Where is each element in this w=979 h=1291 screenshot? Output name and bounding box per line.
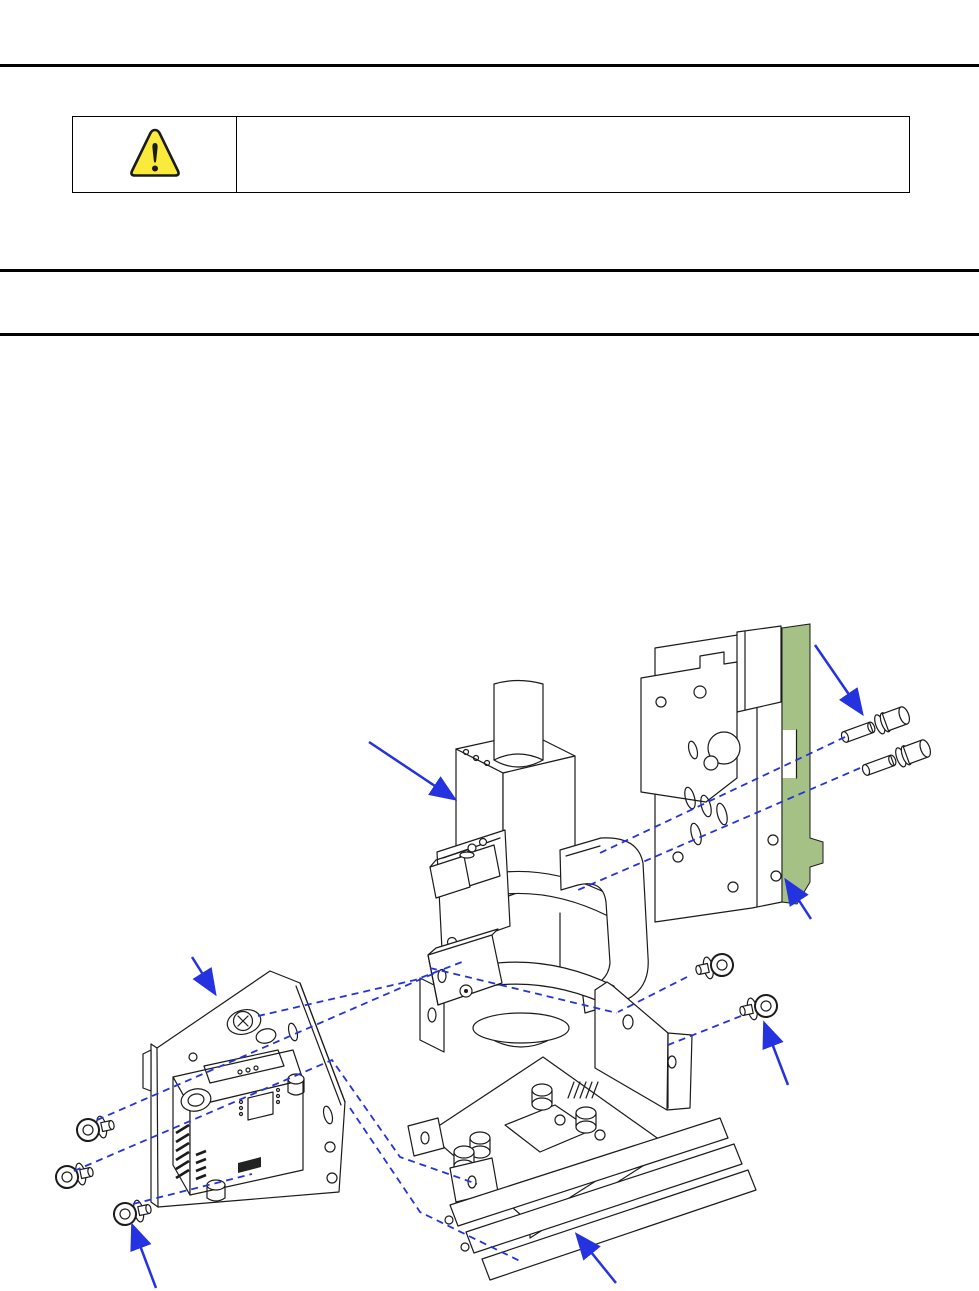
- section-rule-bottom: [0, 333, 979, 336]
- arrow-to-camera: [369, 742, 453, 798]
- caution-box: [72, 116, 910, 193]
- right-bracket-screws: [694, 952, 779, 1022]
- arrow-to-left-bracket: [192, 957, 214, 992]
- base-unit-with-isolator-stack: [408, 982, 756, 1280]
- exploded-assembly-figure: [0, 620, 979, 1291]
- left-socket-head-screws: [54, 1114, 153, 1227]
- mounting-bolts-and-spacers: [839, 705, 933, 781]
- arrow-to-bolts: [815, 645, 861, 712]
- rear-mounting-plate-highlighted-edge: [641, 624, 823, 922]
- warning-triangle-icon: [128, 126, 182, 184]
- exploded-assembly-diagram: [0, 620, 979, 1291]
- arrow-to-left-screw: [133, 1227, 156, 1288]
- arrow-to-right-screw: [765, 1025, 788, 1085]
- caution-icon-cell: [73, 117, 237, 192]
- section-rule-top: [0, 269, 979, 272]
- header-rule: [0, 64, 979, 67]
- left-bracket-with-sensor-module: [143, 971, 345, 1207]
- caution-text: [237, 117, 909, 192]
